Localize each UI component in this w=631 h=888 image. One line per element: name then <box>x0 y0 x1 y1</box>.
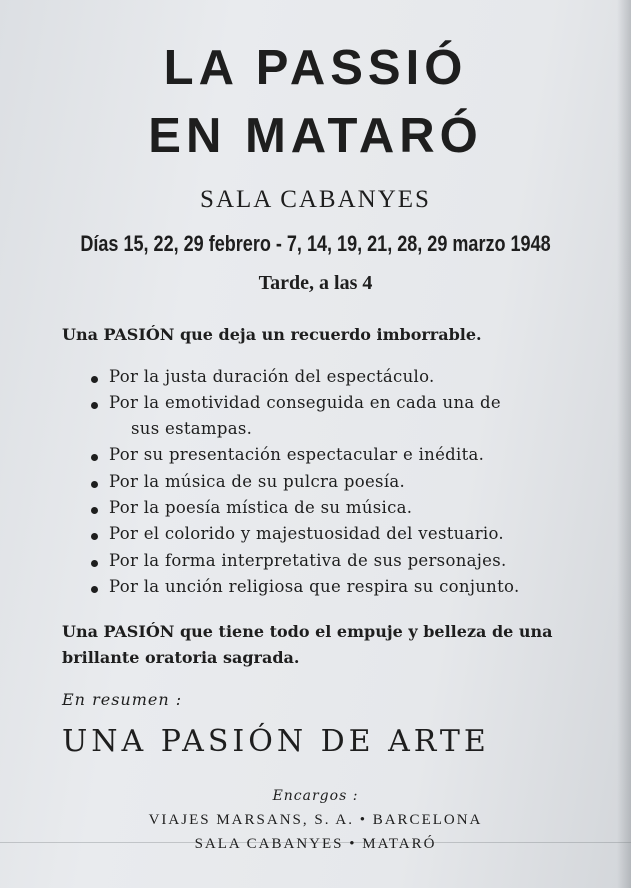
bullet-icon <box>91 507 98 514</box>
bullet-icon <box>91 454 98 461</box>
bullet-icon <box>91 481 98 488</box>
agency-line-1: VIAJES MARSANS, S. A. • BARCELONA <box>148 812 483 828</box>
bullet-icon <box>91 402 98 409</box>
performance-time: Tarde, a las 4 <box>258 272 373 294</box>
venue-heading: SALA CABANYES <box>200 186 431 213</box>
bullet-icon <box>91 376 98 383</box>
bullet-icon <box>91 586 98 593</box>
closing-statement-line-1: Una PASIÓN que tiene todo el empuje y belleza de una <box>62 622 553 641</box>
bullet-icon <box>91 533 98 540</box>
intro-statement: Una PASIÓN que deja un recuerdo imborrable. <box>62 325 482 344</box>
title-line-2: EN MATARÓ <box>148 109 483 163</box>
reason-text: Por la justa duración del espectáculo. <box>109 367 435 386</box>
summary-label: En resumen : <box>62 690 183 709</box>
reason-text: Por la música de su pulcra poesía. <box>109 472 406 491</box>
bullet-icon <box>91 560 98 567</box>
orders-label: Encargos : <box>272 788 359 804</box>
reason-text-continuation: sus estampas. <box>131 419 253 438</box>
reason-text: Por el colorido y majestuosidad del vestuario. <box>109 524 504 543</box>
reason-text: Por la unción religiosa que respira su conjunto. <box>109 577 520 596</box>
reason-text: Por la emotividad conseguida en cada una de <box>109 393 501 412</box>
performance-dates: Días 15, 22, 29 febrero - 7, 14, 19, 21, 28, 29 marzo 1948 <box>80 231 551 256</box>
reason-text: Por la poesía mística de su música. <box>109 498 413 517</box>
agency-line-2: SALA CABANYES • MATARÓ <box>194 836 437 852</box>
tagline-heading: UNA PASIÓN DE ARTE <box>62 724 490 759</box>
title-line-1: LA PASSIÓ <box>163 41 468 95</box>
closing-statement-line-2: brillante oratoria sagrada. <box>62 648 300 667</box>
reason-text: Por su presentación espectacular e inédita. <box>109 445 485 464</box>
reason-text: Por la forma interpretativa de sus personajes. <box>109 551 507 570</box>
